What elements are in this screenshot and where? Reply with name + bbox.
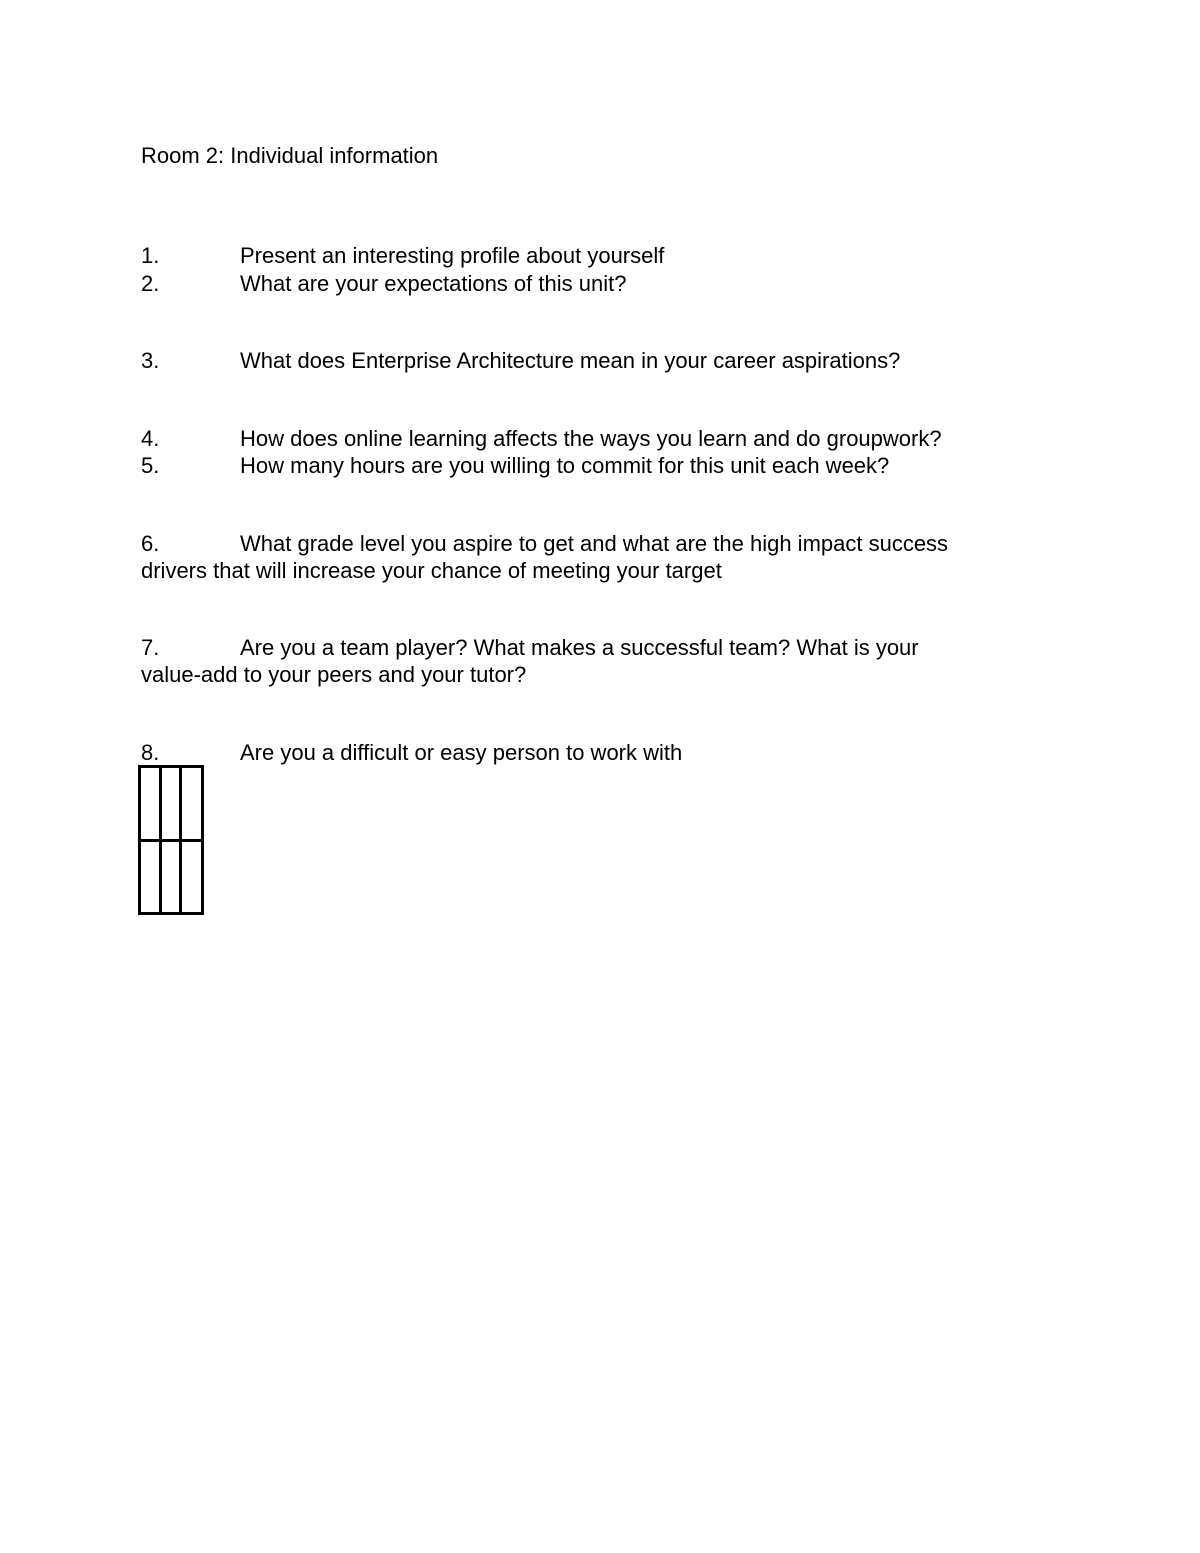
question-6 [141,530,948,584]
question-text: How many hours are you willing to commit for this unit each week? [240,453,890,478]
question-3 [141,347,900,374]
question-text: How does online learning affects the ways you learn and do groupwork? [240,426,942,451]
question-text: Are you a team player? What makes a successful team? What is your [240,635,919,660]
question-text: Present an interesting profile about yourself [240,243,665,268]
question-number: 1. [141,243,160,268]
question-text: What grade level you aspire to get and what are the high impact success [240,531,949,556]
question-8 [141,739,682,766]
document-title: Room 2: Individual information [141,143,439,168]
grid-horizontal-line [141,839,201,842]
question-1 [141,242,664,269]
question-text: Are you a difficult or easy person to work with [240,740,683,765]
question-2 [141,270,626,297]
question-text: What are your expectations of this unit? [240,271,627,296]
question-7 [141,634,919,688]
question-text-continuation: value-add to your peers and your tutor? [141,662,527,687]
question-number: 2. [141,271,160,296]
question-text: What does Enterprise Architecture mean in your career aspirations? [240,348,901,373]
question-number: 8. [141,740,160,765]
question-number: 5. [141,453,160,478]
table-grid-graphic [138,765,204,915]
question-5 [141,452,889,479]
question-number: 6. [141,531,160,556]
question-number: 7. [141,635,160,660]
question-number: 4. [141,426,160,451]
question-text-continuation: drivers that will increase your chance of meeting your target [141,558,722,583]
question-number: 3. [141,348,160,373]
question-4 [141,425,942,452]
